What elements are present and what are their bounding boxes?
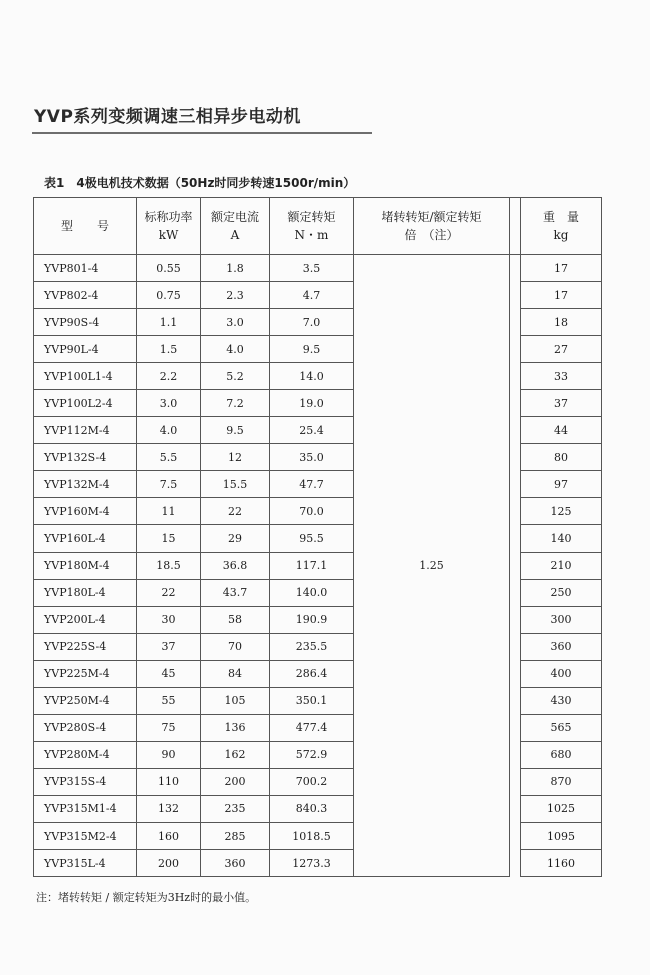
cell-power: 0.75 [137, 282, 201, 309]
cell-torque: 1018.5 [270, 822, 354, 849]
table-row [34, 795, 602, 822]
cell-current: 5.2 [201, 363, 270, 390]
cell-torque: 25.4 [270, 417, 354, 444]
cell-weight: 300 [521, 606, 602, 633]
cell-torque: 840.3 [270, 795, 354, 822]
cell-weight: 33 [521, 363, 602, 390]
cell-weight: 18 [521, 309, 602, 336]
cell-ratio: 1.25 [354, 255, 510, 877]
cell-torque: 70.0 [270, 498, 354, 525]
cell-model: YVP132M-4 [34, 471, 137, 498]
cell-current: 235 [201, 795, 270, 822]
cell-model: YVP160M-4 [34, 498, 137, 525]
cell-power: 55 [137, 687, 201, 714]
cell-model: YVP112M-4 [34, 417, 137, 444]
cell-model: YVP90L-4 [34, 336, 137, 363]
cell-model: YVP250M-4 [34, 687, 137, 714]
column-gap [510, 606, 521, 633]
cell-power: 7.5 [137, 471, 201, 498]
cell-current: 22 [201, 498, 270, 525]
table-row [34, 255, 602, 282]
cell-current: 15.5 [201, 471, 270, 498]
cell-power: 160 [137, 822, 201, 849]
cell-torque: 117.1 [270, 552, 354, 579]
column-gap [510, 471, 521, 498]
column-gap [510, 417, 521, 444]
cell-weight: 680 [521, 741, 602, 768]
cell-current: 136 [201, 714, 270, 741]
cell-model: YVP225S-4 [34, 633, 137, 660]
cell-current: 9.5 [201, 417, 270, 444]
cell-torque: 19.0 [270, 390, 354, 417]
cell-current: 1.8 [201, 255, 270, 282]
table-caption [44, 174, 367, 191]
cell-model: YVP180L-4 [34, 579, 137, 606]
cell-model: YVP801-4 [34, 255, 137, 282]
cell-torque: 350.1 [270, 687, 354, 714]
table-row [34, 768, 602, 795]
column-gap [510, 198, 521, 255]
column-gap [510, 795, 521, 822]
cell-model: YVP280M-4 [34, 741, 137, 768]
cell-power: 0.55 [137, 255, 201, 282]
table-row [34, 741, 602, 768]
cell-power: 45 [137, 660, 201, 687]
cell-weight: 17 [521, 282, 602, 309]
column-gap [510, 336, 521, 363]
cell-model: YVP180M-4 [34, 552, 137, 579]
cell-power: 3.0 [137, 390, 201, 417]
column-gap [510, 309, 521, 336]
cell-power: 22 [137, 579, 201, 606]
table-caption-label: 表1 [44, 176, 65, 190]
table-row [34, 363, 602, 390]
cell-weight: 430 [521, 687, 602, 714]
cell-power: 132 [137, 795, 201, 822]
column-gap [510, 741, 521, 768]
cell-model: YVP100L1-4 [34, 363, 137, 390]
cell-power: 4.0 [137, 417, 201, 444]
cell-current: 200 [201, 768, 270, 795]
cell-torque: 140.0 [270, 579, 354, 606]
table-row [34, 444, 602, 471]
column-gap [510, 525, 521, 552]
table-row [34, 498, 602, 525]
cell-weight: 210 [521, 552, 602, 579]
column-gap [510, 687, 521, 714]
column-gap [510, 768, 521, 795]
column-gap [510, 633, 521, 660]
cell-model: YVP132S-4 [34, 444, 137, 471]
cell-current: 162 [201, 741, 270, 768]
table-row [34, 606, 602, 633]
cell-model: YVP90S-4 [34, 309, 137, 336]
cell-current: 105 [201, 687, 270, 714]
table-header-row [34, 198, 602, 255]
cell-current: 70 [201, 633, 270, 660]
cell-torque: 4.7 [270, 282, 354, 309]
cell-power: 110 [137, 768, 201, 795]
cell-power: 1.5 [137, 336, 201, 363]
header-torque: 额定转矩 N・m [270, 198, 354, 255]
table-row [34, 579, 602, 606]
table-row [34, 552, 602, 579]
cell-power: 1.1 [137, 309, 201, 336]
cell-torque: 477.4 [270, 714, 354, 741]
cell-weight: 250 [521, 579, 602, 606]
cell-current: 36.8 [201, 552, 270, 579]
column-gap [510, 850, 521, 877]
cell-model: YVP315S-4 [34, 768, 137, 795]
cell-power: 18.5 [137, 552, 201, 579]
title-bar [32, 96, 372, 134]
cell-current: 43.7 [201, 579, 270, 606]
cell-torque: 700.2 [270, 768, 354, 795]
table-row [34, 471, 602, 498]
header-power: 标称功率 kW [137, 198, 201, 255]
cell-model: YVP200L-4 [34, 606, 137, 633]
cell-weight: 37 [521, 390, 602, 417]
header-weight: 重 量 kg [521, 198, 602, 255]
column-gap [510, 822, 521, 849]
cell-torque: 1273.3 [270, 850, 354, 877]
column-gap [510, 363, 521, 390]
column-gap [510, 390, 521, 417]
cell-current: 29 [201, 525, 270, 552]
cell-weight: 1025 [521, 795, 602, 822]
column-gap [510, 498, 521, 525]
footnote: 注：堵转转矩 / 额定转矩为3Hz时的最小值。 [36, 891, 257, 904]
cell-torque: 47.7 [270, 471, 354, 498]
cell-weight: 565 [521, 714, 602, 741]
cell-power: 2.2 [137, 363, 201, 390]
cell-current: 12 [201, 444, 270, 471]
table-row [34, 282, 602, 309]
cell-model: YVP160L-4 [34, 525, 137, 552]
table-row [34, 390, 602, 417]
column-gap [510, 444, 521, 471]
column-gap [510, 579, 521, 606]
cell-power: 11 [137, 498, 201, 525]
cell-torque: 9.5 [270, 336, 354, 363]
cell-power: 37 [137, 633, 201, 660]
cell-model: YVP315M1-4 [34, 795, 137, 822]
cell-torque: 190.9 [270, 606, 354, 633]
column-gap [510, 282, 521, 309]
cell-torque: 35.0 [270, 444, 354, 471]
cell-weight: 870 [521, 768, 602, 795]
table-row [34, 660, 602, 687]
table-row [34, 822, 602, 849]
cell-current: 4.0 [201, 336, 270, 363]
column-gap [510, 660, 521, 687]
table-caption-text: 4极电机技术数据（50Hz时同步转速1500r/min） [76, 176, 356, 190]
column-gap [510, 255, 521, 282]
cell-current: 2.3 [201, 282, 270, 309]
cell-weight: 1095 [521, 822, 602, 849]
table-row [34, 633, 602, 660]
table-row [34, 525, 602, 552]
cell-torque: 3.5 [270, 255, 354, 282]
cell-weight: 360 [521, 633, 602, 660]
page-title: YVP系列变频调速三相异步电动机 [34, 107, 301, 127]
cell-weight: 80 [521, 444, 602, 471]
cell-weight: 1160 [521, 850, 602, 877]
motor-spec-table [33, 197, 602, 877]
cell-model: YVP100L2-4 [34, 390, 137, 417]
cell-current: 3.0 [201, 309, 270, 336]
cell-model: YVP225M-4 [34, 660, 137, 687]
cell-torque: 286.4 [270, 660, 354, 687]
cell-power: 30 [137, 606, 201, 633]
cell-power: 90 [137, 741, 201, 768]
column-gap [510, 714, 521, 741]
cell-weight: 125 [521, 498, 602, 525]
cell-model: YVP315M2-4 [34, 822, 137, 849]
cell-weight: 97 [521, 471, 602, 498]
column-gap [510, 552, 521, 579]
header-current: 额定电流 A [201, 198, 270, 255]
cell-model: YVP315L-4 [34, 850, 137, 877]
cell-weight: 140 [521, 525, 602, 552]
cell-model: YVP802-4 [34, 282, 137, 309]
cell-current: 360 [201, 850, 270, 877]
cell-weight: 27 [521, 336, 602, 363]
table-row [34, 714, 602, 741]
cell-torque: 572.9 [270, 741, 354, 768]
cell-current: 7.2 [201, 390, 270, 417]
header-model: 型 号 [34, 198, 137, 255]
cell-weight: 17 [521, 255, 602, 282]
table-body [34, 255, 602, 877]
cell-torque: 14.0 [270, 363, 354, 390]
cell-power: 15 [137, 525, 201, 552]
cell-power: 200 [137, 850, 201, 877]
cell-power: 75 [137, 714, 201, 741]
table-row [34, 309, 602, 336]
cell-power: 5.5 [137, 444, 201, 471]
cell-current: 84 [201, 660, 270, 687]
cell-torque: 7.0 [270, 309, 354, 336]
table-row [34, 417, 602, 444]
table-row [34, 336, 602, 363]
table-row [34, 687, 602, 714]
cell-current: 285 [201, 822, 270, 849]
table-row [34, 850, 602, 877]
cell-current: 58 [201, 606, 270, 633]
cell-weight: 400 [521, 660, 602, 687]
cell-torque: 235.5 [270, 633, 354, 660]
cell-torque: 95.5 [270, 525, 354, 552]
cell-weight: 44 [521, 417, 602, 444]
cell-model: YVP280S-4 [34, 714, 137, 741]
header-ratio: 堵转转矩/额定转矩 倍 （注） [354, 198, 510, 255]
